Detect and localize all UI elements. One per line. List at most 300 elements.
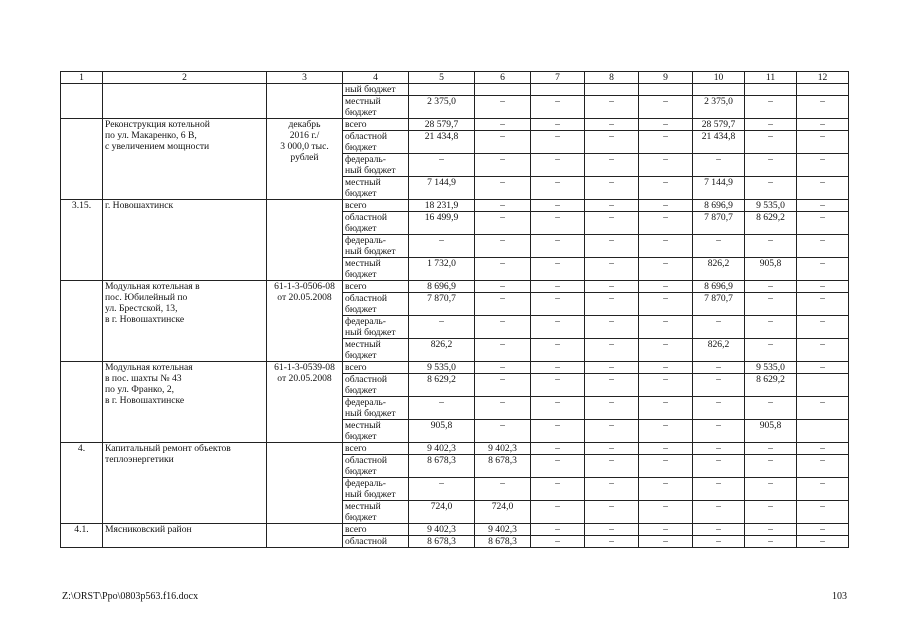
funding-source bbox=[343, 478, 409, 501]
object-name bbox=[103, 524, 267, 548]
value-cell: – bbox=[585, 420, 639, 443]
value-cell: – bbox=[585, 339, 639, 362]
funding-source-line: областной bbox=[345, 131, 388, 142]
value-cell: – bbox=[585, 281, 639, 293]
item-number bbox=[61, 84, 103, 119]
column-header-5: 5 bbox=[409, 72, 475, 84]
value-cell: – bbox=[693, 397, 745, 420]
value-cell: 8 696,9 bbox=[693, 200, 745, 212]
value-cell: – bbox=[693, 501, 745, 524]
value-cell: – bbox=[639, 455, 693, 478]
object-name-line: с увеличением мощности bbox=[105, 141, 210, 152]
value-cell: – bbox=[585, 443, 639, 455]
value-cell: – bbox=[693, 443, 745, 455]
funding-source-line: бюджет bbox=[345, 269, 377, 280]
item-number: 4.1. bbox=[61, 524, 103, 548]
value-cell: – bbox=[475, 131, 531, 154]
value-cell: – bbox=[745, 316, 797, 339]
budget-table bbox=[60, 71, 849, 548]
value-cell: – bbox=[585, 478, 639, 501]
object-name-line: в г. Новошахтинске bbox=[105, 395, 185, 406]
value-cell: – bbox=[475, 119, 531, 131]
value-cell: – bbox=[745, 281, 797, 293]
reference-info-line: 2016 г./ bbox=[289, 130, 320, 141]
reference-info-line: рублей bbox=[290, 152, 319, 163]
value-cell: 8 696,9 bbox=[409, 281, 475, 293]
table-row bbox=[61, 281, 849, 293]
value-cell: – bbox=[475, 200, 531, 212]
value-cell: – bbox=[693, 316, 745, 339]
value-cell: 7 144,9 bbox=[409, 177, 475, 200]
funding-source-line: ный бюджет bbox=[345, 165, 396, 176]
value-cell: – bbox=[639, 339, 693, 362]
object-name-line: Реконструкция котельной bbox=[105, 119, 210, 130]
value-cell: 21 434,8 bbox=[409, 131, 475, 154]
value-cell: 826,2 bbox=[409, 339, 475, 362]
value-cell: – bbox=[531, 281, 585, 293]
value-cell: – bbox=[531, 131, 585, 154]
funding-source bbox=[343, 154, 409, 177]
reference-info-line: 61-1-3-0506-08 bbox=[274, 281, 335, 292]
reference-info bbox=[267, 443, 343, 524]
funding-source bbox=[343, 536, 409, 548]
value-cell: – bbox=[585, 200, 639, 212]
value-cell: – bbox=[639, 293, 693, 316]
value-cell: – bbox=[639, 200, 693, 212]
funding-source-line: местный bbox=[345, 339, 381, 350]
column-header-1: 1 bbox=[61, 72, 103, 84]
value-cell: – bbox=[531, 119, 585, 131]
value-cell: – bbox=[531, 524, 585, 536]
value-cell: – bbox=[693, 524, 745, 536]
value-cell: – bbox=[797, 212, 849, 235]
value-cell: 21 434,8 bbox=[693, 131, 745, 154]
funding-source-line: местный bbox=[345, 177, 381, 188]
table-row bbox=[61, 119, 849, 131]
value-cell: – bbox=[585, 362, 639, 374]
value-cell: – bbox=[531, 235, 585, 258]
object-name-line: в пос. шахты № 43 bbox=[105, 373, 182, 384]
value-cell: 8 629,2 bbox=[745, 374, 797, 397]
funding-source-line: местный bbox=[345, 258, 381, 269]
funding-source bbox=[343, 177, 409, 200]
funding-source-line: бюджет bbox=[345, 466, 377, 477]
value-cell bbox=[693, 84, 745, 96]
column-header-4: 4 bbox=[343, 72, 409, 84]
object-name bbox=[103, 119, 267, 200]
value-cell bbox=[531, 84, 585, 96]
funding-source bbox=[343, 524, 409, 536]
value-cell: – bbox=[531, 212, 585, 235]
value-cell: – bbox=[475, 339, 531, 362]
funding-source-line: областной bbox=[345, 212, 388, 223]
value-cell: 7 870,7 bbox=[693, 212, 745, 235]
value-cell: – bbox=[585, 131, 639, 154]
funding-source bbox=[343, 374, 409, 397]
value-cell: – bbox=[797, 235, 849, 258]
value-cell: – bbox=[639, 235, 693, 258]
funding-source-line: ный бюджет bbox=[345, 408, 396, 419]
column-header-7: 7 bbox=[531, 72, 585, 84]
object-name-line: теплоэнергетики bbox=[105, 454, 174, 465]
value-cell: – bbox=[475, 397, 531, 420]
value-cell: 8 678,3 bbox=[409, 455, 475, 478]
value-cell: – bbox=[745, 397, 797, 420]
value-cell: 9 402,3 bbox=[409, 524, 475, 536]
funding-source-line: всего bbox=[345, 281, 367, 292]
table-row bbox=[61, 84, 849, 96]
funding-source-line: областной bbox=[345, 536, 388, 547]
value-cell: 905,8 bbox=[409, 420, 475, 443]
reference-info-line: декабрь bbox=[288, 119, 321, 130]
object-name-line: по ул. Франко, 2, bbox=[105, 384, 175, 395]
value-cell: – bbox=[797, 96, 849, 119]
value-cell: – bbox=[639, 96, 693, 119]
value-cell: – bbox=[409, 478, 475, 501]
value-cell: 905,8 bbox=[745, 258, 797, 281]
value-cell: 8 629,2 bbox=[409, 374, 475, 397]
value-cell bbox=[797, 374, 849, 397]
table-row bbox=[61, 200, 849, 212]
value-cell: – bbox=[797, 154, 849, 177]
value-cell bbox=[797, 420, 849, 443]
funding-source-line: областной bbox=[345, 455, 388, 466]
item-number bbox=[61, 362, 103, 443]
value-cell: – bbox=[531, 258, 585, 281]
value-cell: 1 732,0 bbox=[409, 258, 475, 281]
funding-source bbox=[343, 420, 409, 443]
value-cell: – bbox=[639, 154, 693, 177]
value-cell: – bbox=[585, 374, 639, 397]
funding-source-line: бюджет bbox=[345, 350, 377, 361]
reference-info bbox=[267, 119, 343, 200]
funding-source-line: ный бюджет bbox=[345, 327, 396, 338]
funding-source bbox=[343, 339, 409, 362]
value-cell: – bbox=[475, 374, 531, 397]
value-cell: – bbox=[797, 501, 849, 524]
value-cell: 18 231,9 bbox=[409, 200, 475, 212]
funding-source-line: бюджет bbox=[345, 188, 377, 199]
value-cell: – bbox=[531, 536, 585, 548]
funding-source bbox=[343, 316, 409, 339]
page-number: 103 bbox=[832, 591, 847, 602]
value-cell: – bbox=[693, 362, 745, 374]
value-cell: 8 696,9 bbox=[693, 281, 745, 293]
value-cell: – bbox=[531, 177, 585, 200]
funding-source bbox=[343, 443, 409, 455]
value-cell: – bbox=[531, 339, 585, 362]
item-number: 4. bbox=[61, 443, 103, 524]
value-cell: – bbox=[797, 478, 849, 501]
value-cell: – bbox=[797, 339, 849, 362]
value-cell bbox=[745, 84, 797, 96]
funding-source-line: местный bbox=[345, 420, 381, 431]
object-name-line: пос. Юбилейный по bbox=[105, 292, 188, 303]
funding-source-line: всего bbox=[345, 200, 367, 211]
value-cell: – bbox=[531, 455, 585, 478]
funding-source bbox=[343, 501, 409, 524]
value-cell: – bbox=[797, 258, 849, 281]
value-cell: – bbox=[745, 96, 797, 119]
value-cell bbox=[475, 84, 531, 96]
value-cell: – bbox=[639, 420, 693, 443]
value-cell: – bbox=[409, 235, 475, 258]
value-cell: – bbox=[693, 536, 745, 548]
funding-source bbox=[343, 281, 409, 293]
value-cell: – bbox=[797, 443, 849, 455]
value-cell: 8 678,3 bbox=[475, 536, 531, 548]
value-cell: – bbox=[475, 316, 531, 339]
header-row bbox=[61, 72, 849, 84]
value-cell: – bbox=[797, 455, 849, 478]
value-cell: – bbox=[797, 177, 849, 200]
value-cell: – bbox=[585, 455, 639, 478]
value-cell: – bbox=[585, 96, 639, 119]
value-cell: – bbox=[797, 524, 849, 536]
funding-source-line: федераль- bbox=[345, 316, 386, 327]
value-cell: – bbox=[531, 362, 585, 374]
funding-source-line: бюджет bbox=[345, 223, 377, 234]
funding-source-line: бюджет bbox=[345, 512, 377, 523]
value-cell bbox=[797, 84, 849, 96]
value-cell: – bbox=[639, 316, 693, 339]
value-cell: 9 402,3 bbox=[475, 443, 531, 455]
value-cell: – bbox=[531, 443, 585, 455]
object-name bbox=[103, 362, 267, 443]
funding-source-line: бюджет bbox=[345, 431, 377, 442]
item-number: 3.15. bbox=[61, 200, 103, 281]
value-cell: 724,0 bbox=[475, 501, 531, 524]
funding-source-line: ный бюджет bbox=[345, 246, 396, 257]
value-cell: – bbox=[693, 154, 745, 177]
value-cell: – bbox=[693, 374, 745, 397]
value-cell: – bbox=[475, 293, 531, 316]
value-cell: – bbox=[585, 316, 639, 339]
funding-source bbox=[343, 362, 409, 374]
value-cell: – bbox=[745, 293, 797, 316]
object-name-line: г. Новошахтинск bbox=[105, 200, 174, 211]
funding-source-line: областной bbox=[345, 293, 388, 304]
object-name bbox=[103, 84, 267, 119]
value-cell: – bbox=[797, 536, 849, 548]
item-number bbox=[61, 119, 103, 200]
value-cell: – bbox=[475, 235, 531, 258]
value-cell: – bbox=[585, 119, 639, 131]
value-cell: – bbox=[585, 397, 639, 420]
value-cell: 7 870,7 bbox=[409, 293, 475, 316]
value-cell: – bbox=[531, 501, 585, 524]
value-cell: 9 402,3 bbox=[409, 443, 475, 455]
value-cell: – bbox=[693, 420, 745, 443]
funding-source-line: всего bbox=[345, 524, 367, 535]
value-cell: – bbox=[639, 397, 693, 420]
object-name-line: по ул. Макаренко, 6 В, bbox=[105, 130, 197, 141]
table-row bbox=[61, 443, 849, 455]
value-cell: – bbox=[531, 293, 585, 316]
value-cell: – bbox=[745, 443, 797, 455]
value-cell: – bbox=[475, 478, 531, 501]
value-cell: – bbox=[797, 119, 849, 131]
funding-source bbox=[343, 293, 409, 316]
value-cell: – bbox=[585, 293, 639, 316]
value-cell: – bbox=[475, 420, 531, 443]
value-cell: 9 535,0 bbox=[745, 200, 797, 212]
value-cell: 826,2 bbox=[693, 258, 745, 281]
value-cell: – bbox=[585, 524, 639, 536]
column-header-11: 11 bbox=[745, 72, 797, 84]
funding-source-line: бюджет bbox=[345, 385, 377, 396]
object-name-line: в г. Новошахтинске bbox=[105, 314, 185, 325]
reference-info-line: от 20.05.2008 bbox=[277, 373, 332, 384]
value-cell: – bbox=[639, 362, 693, 374]
value-cell: 9 535,0 bbox=[745, 362, 797, 374]
value-cell: – bbox=[797, 397, 849, 420]
column-header-3: 3 bbox=[267, 72, 343, 84]
object-name-line: Модульная котельная в bbox=[105, 281, 200, 292]
funding-source-line: бюджет bbox=[345, 142, 377, 153]
footer-file-path: Z:\ORST\Ppo\0803p563.f16.docx bbox=[62, 591, 199, 602]
funding-source-line: всего bbox=[345, 362, 367, 373]
value-cell: – bbox=[531, 478, 585, 501]
funding-source-line: федераль- bbox=[345, 397, 386, 408]
value-cell: – bbox=[745, 478, 797, 501]
value-cell: 8 678,3 bbox=[475, 455, 531, 478]
value-cell: 8 629,2 bbox=[745, 212, 797, 235]
object-name-line: Капитальный ремонт объектов bbox=[105, 443, 231, 454]
funding-source-line: местный bbox=[345, 501, 381, 512]
value-cell: – bbox=[585, 177, 639, 200]
column-header-9: 9 bbox=[639, 72, 693, 84]
value-cell: – bbox=[531, 200, 585, 212]
funding-source bbox=[343, 455, 409, 478]
funding-source-line: федераль- bbox=[345, 478, 386, 489]
value-cell: – bbox=[585, 258, 639, 281]
value-cell: – bbox=[745, 119, 797, 131]
value-cell: – bbox=[475, 362, 531, 374]
value-cell: – bbox=[745, 235, 797, 258]
value-cell: – bbox=[639, 478, 693, 501]
funding-source-line: ный бюджет bbox=[345, 84, 396, 95]
value-cell: – bbox=[639, 131, 693, 154]
value-cell: – bbox=[531, 397, 585, 420]
value-cell: – bbox=[585, 235, 639, 258]
value-cell: – bbox=[639, 258, 693, 281]
funding-source bbox=[343, 212, 409, 235]
funding-source bbox=[343, 258, 409, 281]
funding-source-line: федераль- bbox=[345, 154, 386, 165]
reference-info bbox=[267, 200, 343, 281]
object-name bbox=[103, 443, 267, 524]
column-header-6: 6 bbox=[475, 72, 531, 84]
reference-info-line: 3 000,0 тыс. bbox=[280, 141, 329, 152]
value-cell: – bbox=[475, 212, 531, 235]
funding-source-line: всего bbox=[345, 119, 367, 130]
value-cell: – bbox=[745, 455, 797, 478]
value-cell: – bbox=[797, 362, 849, 374]
funding-source bbox=[343, 397, 409, 420]
funding-source-line: всего bbox=[345, 443, 367, 454]
table-row bbox=[61, 524, 849, 536]
funding-source bbox=[343, 119, 409, 131]
value-cell: 9 535,0 bbox=[409, 362, 475, 374]
value-cell: – bbox=[745, 524, 797, 536]
funding-source bbox=[343, 96, 409, 119]
table-row bbox=[61, 362, 849, 374]
funding-source bbox=[343, 131, 409, 154]
value-cell: 8 678,3 bbox=[409, 536, 475, 548]
value-cell: – bbox=[639, 177, 693, 200]
table-header bbox=[61, 72, 849, 84]
value-cell: – bbox=[531, 154, 585, 177]
value-cell: – bbox=[639, 212, 693, 235]
reference-info bbox=[267, 281, 343, 362]
value-cell: – bbox=[639, 536, 693, 548]
value-cell: 2 375,0 bbox=[409, 96, 475, 119]
value-cell: – bbox=[797, 131, 849, 154]
value-cell: 28 579,7 bbox=[693, 119, 745, 131]
funding-source-line: бюджет bbox=[345, 304, 377, 315]
value-cell: – bbox=[639, 374, 693, 397]
reference-info-line: от 20.05.2008 bbox=[277, 292, 332, 303]
value-cell: – bbox=[639, 501, 693, 524]
value-cell: – bbox=[745, 177, 797, 200]
value-cell: – bbox=[797, 281, 849, 293]
value-cell: 905,8 bbox=[745, 420, 797, 443]
value-cell: – bbox=[475, 154, 531, 177]
funding-source-line: местный bbox=[345, 96, 381, 107]
value-cell: – bbox=[797, 316, 849, 339]
value-cell: – bbox=[585, 212, 639, 235]
value-cell: – bbox=[693, 478, 745, 501]
value-cell: – bbox=[531, 374, 585, 397]
value-cell: – bbox=[475, 281, 531, 293]
table-body bbox=[61, 84, 849, 548]
value-cell bbox=[409, 84, 475, 96]
column-header-2: 2 bbox=[103, 72, 267, 84]
funding-source bbox=[343, 235, 409, 258]
value-cell: – bbox=[745, 154, 797, 177]
column-header-10: 10 bbox=[693, 72, 745, 84]
value-cell: – bbox=[639, 281, 693, 293]
value-cell: 16 499,9 bbox=[409, 212, 475, 235]
value-cell: – bbox=[639, 119, 693, 131]
value-cell: – bbox=[745, 536, 797, 548]
value-cell: – bbox=[409, 316, 475, 339]
column-header-12: 12 bbox=[797, 72, 849, 84]
value-cell: – bbox=[475, 177, 531, 200]
value-cell bbox=[639, 84, 693, 96]
value-cell: – bbox=[639, 524, 693, 536]
object-name bbox=[103, 200, 267, 281]
value-cell: 28 579,7 bbox=[409, 119, 475, 131]
object-name bbox=[103, 281, 267, 362]
value-cell: – bbox=[797, 293, 849, 316]
funding-source bbox=[343, 200, 409, 212]
item-number bbox=[61, 281, 103, 362]
value-cell bbox=[585, 84, 639, 96]
object-name-line: Мясниковский район bbox=[105, 524, 192, 535]
value-cell: – bbox=[531, 420, 585, 443]
reference-info bbox=[267, 362, 343, 443]
funding-source-line: ный бюджет bbox=[345, 489, 396, 500]
value-cell: – bbox=[475, 96, 531, 119]
reference-info bbox=[267, 524, 343, 548]
value-cell: – bbox=[475, 258, 531, 281]
funding-source bbox=[343, 84, 409, 96]
value-cell: – bbox=[585, 536, 639, 548]
value-cell: – bbox=[693, 455, 745, 478]
value-cell: – bbox=[409, 397, 475, 420]
